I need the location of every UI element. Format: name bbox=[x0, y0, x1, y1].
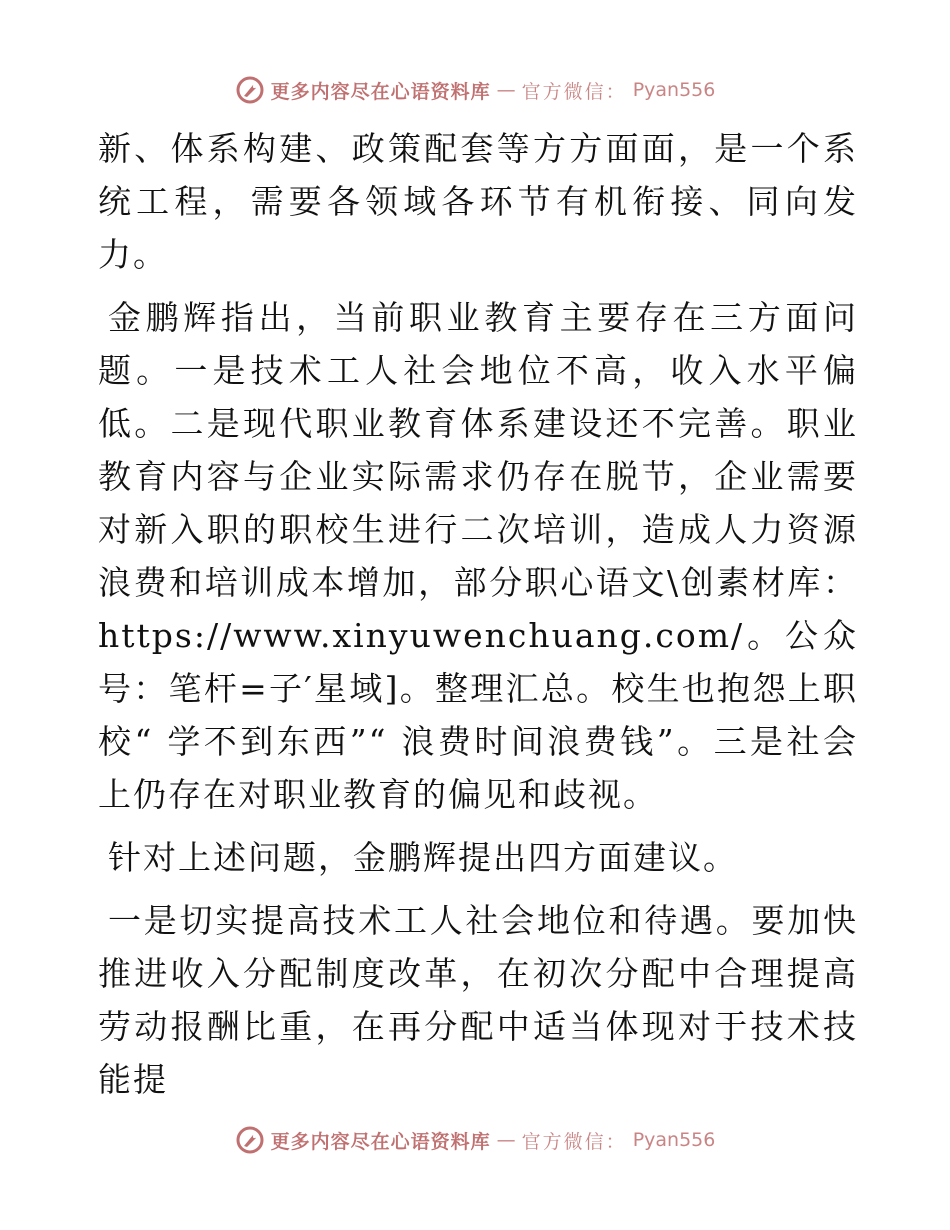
pen-nib-circle-icon bbox=[235, 1125, 265, 1155]
watermark-wechat-label: 官方微信： bbox=[521, 80, 627, 103]
document-body bbox=[98, 122, 858, 1106]
watermark-separator: — bbox=[496, 1129, 516, 1151]
watermark-wechat-id: Pyan556 bbox=[632, 1129, 716, 1151]
watermark-main-text: 更多内容尽在心语资料库 bbox=[270, 80, 491, 103]
header-watermark bbox=[0, 70, 950, 110]
watermark-wechat-label: 官方微信： bbox=[521, 1130, 627, 1153]
paragraph-4: 一是切实提高技术工人社会地位和待遇。要加快推进收入分配制度改革，在初次分配中合理提高劳动报酬比重，在再分配中适当体现对于技术技能提 bbox=[98, 901, 858, 1099]
watermark-wechat-id: Pyan556 bbox=[632, 79, 716, 101]
pen-nib-circle-icon bbox=[235, 75, 265, 105]
footer-watermark bbox=[0, 1120, 950, 1160]
paragraph-3: 针对上述问题，金鹏辉提出四方面建议。 bbox=[108, 838, 738, 877]
watermark-main-text: 更多内容尽在心语资料库 bbox=[270, 1130, 491, 1153]
paragraph-2: 金鹏辉指出，当前职业教育主要存在三方面问题。一是技术工人社会地位不高，收入水平偏低。二是现代职业教育体系建设还不完善。职业教育内容与企业实际需求仍存在脱节，企业需要对新入职的职校生进行二次培训，造成人力资源浪费和培训成本增加，部分职心语文\创素材库：https://www.xinyuwenchuang.com/。公众号：笔杆=子′星域]。整理汇总。校生也抱怨上职校“ 学不到东西”“ 浪费时间浪费钱”。三是社会上仍存在对职业教育的偏见和歧视。 bbox=[98, 298, 858, 814]
paragraph-1: 新、体系构建、政策配套等方方面面，是一个系统工程，需要各领域各环节有机衔接、同向发力。 bbox=[98, 129, 858, 274]
watermark-separator: — bbox=[496, 79, 516, 101]
